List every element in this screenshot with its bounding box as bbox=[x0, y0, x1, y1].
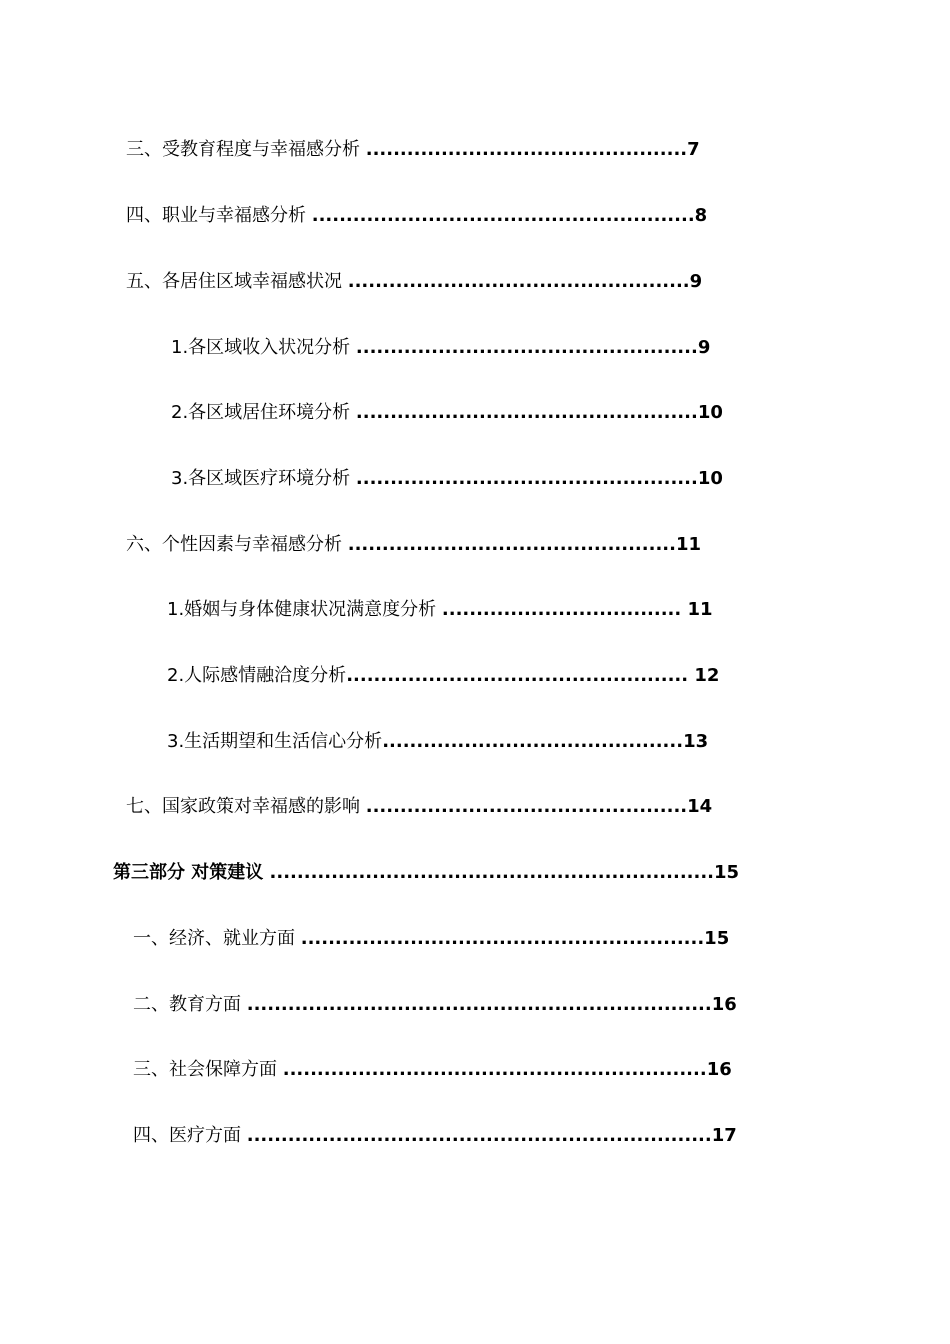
toc-entry-title: 第三部分 对策建议 bbox=[113, 862, 270, 883]
toc-entry-title: 三、社会保障方面 bbox=[133, 1059, 283, 1080]
toc-entry-title: 三、受教育程度与幸福感分析 bbox=[126, 139, 366, 160]
toc-dot-leader: ............................................... bbox=[365, 796, 688, 817]
toc-dot-leader: ................................... bbox=[441, 599, 682, 620]
toc-entry-title: 3.生活期望和生活信心分析 bbox=[167, 731, 383, 752]
toc-entry-title: 六、个性因素与幸福感分析 bbox=[126, 534, 348, 555]
toc-page-number: 11 bbox=[675, 534, 702, 555]
toc-page-number: 9 bbox=[689, 271, 703, 292]
toc-entry-5[interactable] bbox=[171, 400, 723, 426]
toc-entry-title: 2.各区域居住环境分析 bbox=[171, 402, 356, 423]
toc-page-number: 12 bbox=[688, 665, 720, 686]
toc-dot-leader: .................................................................... bbox=[246, 1125, 712, 1146]
toc-entry-title: 2.人际感情融洽度分析 bbox=[167, 665, 347, 686]
toc-dot-leader: .................................................................... bbox=[246, 994, 712, 1015]
toc-page-number: 17 bbox=[711, 1125, 737, 1146]
toc-page-number: 15 bbox=[704, 928, 730, 949]
toc-dot-leader: ........................................................ bbox=[311, 205, 695, 226]
toc-entry-10[interactable] bbox=[167, 729, 708, 755]
toc-page-number: 8 bbox=[694, 205, 708, 226]
toc-page-number: 11 bbox=[681, 599, 713, 620]
toc-entry-title: 四、医疗方面 bbox=[133, 1125, 247, 1146]
toc-dot-leader: .............................................................. bbox=[282, 1059, 707, 1080]
toc-entry-part-3[interactable] bbox=[113, 860, 739, 886]
toc-entry-1[interactable] bbox=[126, 137, 700, 163]
toc-dot-leader: .................................................. bbox=[346, 665, 689, 686]
toc-dot-leader: .................................................. bbox=[355, 402, 698, 423]
toc-entry-title: 一、经济、就业方面 bbox=[133, 928, 301, 949]
toc-entry-title: 1.各区域收入状况分析 bbox=[171, 337, 356, 358]
toc-entry-2[interactable] bbox=[126, 203, 707, 229]
toc-page-number: 15 bbox=[714, 862, 740, 883]
toc-page-number: 16 bbox=[711, 994, 737, 1015]
toc-entry-7[interactable] bbox=[126, 532, 701, 558]
toc-dot-leader: ............................................ bbox=[382, 731, 684, 752]
toc-entry-title: 四、职业与幸福感分析 bbox=[126, 205, 312, 226]
toc-entry-8[interactable] bbox=[167, 597, 713, 623]
toc-page-number: 13 bbox=[683, 731, 709, 752]
toc-dot-leader: .................................................. bbox=[355, 337, 698, 358]
toc-entry-11[interactable] bbox=[126, 794, 712, 820]
toc-entry-3[interactable] bbox=[126, 269, 702, 295]
toc-entry-14[interactable] bbox=[133, 992, 737, 1018]
toc-dot-leader: .................................................. bbox=[355, 468, 698, 489]
toc-dot-leader: ........................................................... bbox=[300, 928, 705, 949]
toc-entry-9[interactable] bbox=[167, 663, 719, 689]
toc-entry-title: 七、国家政策对幸福感的影响 bbox=[126, 796, 366, 817]
toc-page-number: 14 bbox=[687, 796, 713, 817]
toc-page-number: 7 bbox=[687, 139, 700, 160]
toc-dot-leader: ................................................ bbox=[347, 534, 676, 555]
toc-page-number: 16 bbox=[706, 1059, 732, 1080]
toc-dot-leader: ............................................... bbox=[365, 139, 688, 160]
toc-entry-16[interactable] bbox=[133, 1123, 737, 1149]
toc-page-number: 9 bbox=[697, 337, 711, 358]
toc-entry-15[interactable] bbox=[133, 1057, 732, 1083]
toc-dot-leader: .................................................. bbox=[347, 271, 690, 292]
toc-entry-title: 3.各区域医疗环境分析 bbox=[171, 468, 356, 489]
toc-entry-title: 二、教育方面 bbox=[133, 994, 247, 1015]
toc-entry-title: 五、各居住区域幸福感状况 bbox=[126, 271, 348, 292]
toc-entry-13[interactable] bbox=[133, 926, 729, 952]
toc-entry-6[interactable] bbox=[171, 466, 723, 492]
toc-dot-leader: ................................................................. bbox=[269, 862, 715, 883]
toc-page-number: 10 bbox=[697, 402, 723, 423]
toc-entry-4[interactable] bbox=[171, 335, 710, 361]
toc-entry-title: 1.婚姻与身体健康状况满意度分析 bbox=[167, 599, 442, 620]
toc-page-number: 10 bbox=[697, 468, 723, 489]
